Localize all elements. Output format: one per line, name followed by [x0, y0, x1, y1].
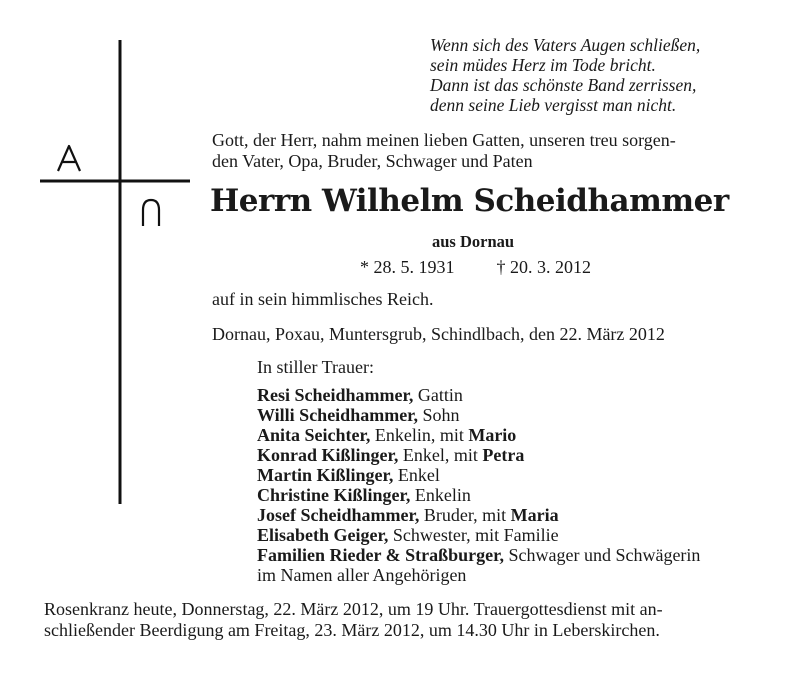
- mourner-relation: Schwager und Schwägerin: [503, 545, 701, 565]
- mourner-name: Josef Scheidhammer,: [257, 505, 420, 525]
- mourner-name: Anita Seichter,: [257, 425, 371, 445]
- mourner-relation: Sohn: [418, 405, 460, 425]
- list-item: [257, 505, 700, 525]
- mourner-name: Konrad Kißlinger,: [257, 445, 399, 465]
- poem-line: Dann ist das schönste Band zerrissen,: [430, 75, 697, 95]
- list-item: [257, 485, 700, 505]
- alpha-icon: [58, 146, 80, 171]
- mourner-name: Elisabeth Geiger,: [257, 525, 389, 545]
- mourner-relation: Gattin: [413, 385, 463, 405]
- birth-date: * 28. 5. 1931: [360, 257, 455, 277]
- mourner-relation: Enkel, mit: [398, 445, 483, 465]
- funeral-details-line: Rosenkranz heute, Donnerstag, 22. März 2012, um 19 Uhr. Trauergottesdienst mit an-: [44, 599, 663, 619]
- mourner-name: Willi Scheidhammer,: [257, 405, 419, 425]
- list-item: [257, 545, 700, 565]
- list-item: [257, 465, 700, 485]
- death-date: † 20. 3. 2012: [496, 257, 591, 277]
- list-item: [257, 425, 700, 445]
- mourner-relation: Enkelin: [410, 485, 471, 505]
- mourner-name: Familien Rieder & Straßburger,: [257, 545, 504, 565]
- origin: aus Dornau: [432, 232, 515, 251]
- poem: [430, 35, 700, 115]
- list-item: [257, 385, 700, 405]
- mourner-name: Resi Scheidhammer,: [257, 385, 414, 405]
- funeral-details: [44, 599, 663, 641]
- mourner-name: Martin Kißlinger,: [257, 465, 394, 485]
- funeral-details-line: schließender Beerdigung am Freitag, 23. März 2012, um 14.30 Uhr in Leberskirchen.: [44, 620, 660, 640]
- poem-line: Wenn sich des Vaters Augen schließen,: [430, 35, 701, 55]
- list-item: [257, 405, 700, 425]
- mourner-relation: Enkelin, mit: [370, 425, 469, 445]
- mourner-relation: Schwester, mit Familie: [388, 525, 559, 545]
- mourning-closing: im Namen aller Angehörigen: [257, 565, 467, 585]
- deceased-name: Herrn Wilhelm Scheidhammer: [210, 183, 729, 219]
- intro-line: den Vater, Opa, Bruder, Schwager und Paten: [212, 151, 533, 171]
- place-and-date: Dornau, Poxau, Muntersgrub, Schindlbach, den 22. März 2012: [212, 324, 665, 344]
- mourner-relation: Enkel: [393, 465, 440, 485]
- mourner-partner: Mario: [468, 425, 517, 445]
- life-dates: [360, 257, 591, 278]
- poem-line: sein müdes Herz im Tode bricht.: [430, 55, 656, 75]
- intro-text: [212, 130, 676, 172]
- mourning-heading: In stiller Trauer:: [257, 357, 374, 377]
- intro-line: Gott, der Herr, nahm meinen lieben Gatten, unseren treu sorgen-: [212, 130, 676, 150]
- cross-icon: [40, 38, 190, 508]
- mourner-name: Christine Kißlinger,: [257, 485, 411, 505]
- heavenly-kingdom-line: auf in sein himmlisches Reich.: [212, 289, 434, 309]
- list-item: [257, 445, 700, 465]
- mourners-list: [257, 357, 700, 585]
- omega-icon: [143, 200, 159, 226]
- mourner-partner: Petra: [482, 445, 525, 465]
- list-item: [257, 525, 700, 545]
- mourner-relation: Bruder, mit: [419, 505, 511, 525]
- mourner-partner: Maria: [510, 505, 559, 525]
- poem-line: denn seine Lieb vergisst man nicht.: [430, 95, 677, 115]
